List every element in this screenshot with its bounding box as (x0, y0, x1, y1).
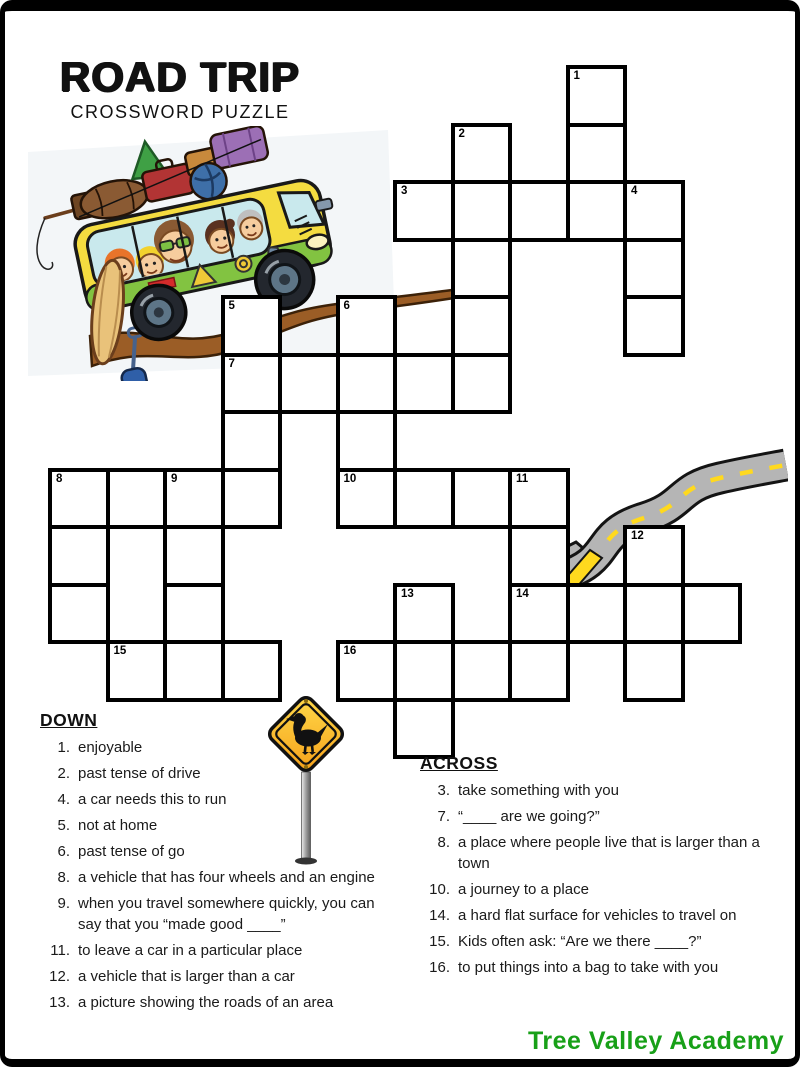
grid-cell[interactable] (221, 468, 283, 530)
grid-cell[interactable] (566, 583, 628, 645)
clue-number: 12. (49, 968, 70, 985)
clue-item (40, 940, 400, 961)
clue-number: 13. (49, 994, 70, 1011)
clue-number: 7. (437, 808, 450, 825)
clue-item (40, 867, 400, 888)
clue-text: a vehicle that has four wheels and an engine (78, 869, 375, 886)
grid-cell[interactable] (566, 123, 628, 185)
grid-cell[interactable] (393, 640, 455, 702)
clue-text: past tense of drive (78, 765, 201, 782)
grid-cell[interactable] (508, 468, 570, 530)
cell-number: 10 (343, 472, 357, 485)
cell-number: 3 (401, 185, 408, 197)
grid-cell[interactable] (163, 640, 225, 702)
grid-cell[interactable] (681, 583, 743, 645)
down-heading: DOWN (40, 710, 98, 730)
grid-cell[interactable] (566, 65, 628, 127)
clue-number: 5. (57, 817, 70, 834)
grid-cell[interactable] (451, 238, 513, 300)
grid-cell[interactable] (508, 180, 570, 242)
cell-number: 9 (171, 472, 178, 485)
grid-cell[interactable] (566, 180, 628, 242)
grid-cell[interactable] (451, 180, 513, 242)
clue-number: 11. (50, 942, 70, 959)
clue-item (40, 841, 400, 862)
clue-item (40, 789, 400, 810)
cell-number: 15 (113, 645, 127, 657)
grid-cell[interactable] (163, 468, 225, 530)
grid-cell[interactable] (336, 410, 398, 472)
grid-cell[interactable] (623, 180, 685, 242)
clue-item (420, 957, 792, 978)
clue-item (420, 780, 792, 801)
grid-cell[interactable] (451, 640, 513, 702)
clue-number: 10. (429, 881, 450, 898)
clue-text: to leave a car in a particular place (78, 942, 303, 959)
clue-item (40, 737, 400, 758)
grid-cell[interactable] (393, 468, 455, 530)
grid-cell[interactable] (106, 468, 168, 530)
grid-cell[interactable] (163, 583, 225, 645)
grid-cell[interactable] (508, 640, 570, 702)
grid-cell[interactable] (393, 583, 455, 645)
clue-number: 8. (57, 869, 70, 886)
cell-number: 5 (228, 300, 235, 312)
grid-cell[interactable] (336, 353, 398, 415)
clue-text: when you travel somewhere quickly, you can say that you “made good ____” (78, 895, 375, 933)
brand-footer: Tree Valley Academy (528, 1027, 784, 1055)
grid-cell[interactable] (106, 640, 168, 702)
bumper (315, 198, 333, 211)
across-heading: ACROSS (420, 753, 498, 773)
clue-number: 1. (57, 739, 70, 756)
grid-cell[interactable] (336, 468, 398, 530)
grid-cell[interactable] (623, 640, 685, 702)
clue-item (420, 806, 792, 827)
clue-text: a vehicle that is larger than a car (78, 968, 295, 985)
clue-text: a hard flat surface for vehicles to travel on (458, 907, 737, 924)
clue-item (40, 966, 400, 987)
cell-number: 16 (343, 645, 357, 657)
grid-cell[interactable] (163, 525, 225, 587)
grid-cell[interactable] (393, 353, 455, 415)
clue-text: past tense of go (78, 843, 185, 860)
clue-text: a journey to a place (458, 881, 589, 898)
clue-item (420, 879, 792, 900)
grid-cell[interactable] (48, 525, 110, 587)
down-clues-section (40, 710, 400, 1018)
clue-number: 6. (57, 843, 70, 860)
grid-cell[interactable] (508, 583, 570, 645)
cell-number: 8 (56, 472, 63, 485)
clue-item (420, 905, 792, 926)
cell-number: 14 (516, 587, 529, 600)
clue-item (40, 815, 400, 836)
grid-cell[interactable] (393, 698, 455, 760)
grid-cell[interactable] (451, 468, 513, 530)
clue-item (420, 832, 792, 874)
page-subtitle: CROSSWORD PUZZLE (70, 102, 290, 122)
clue-text: not at home (78, 817, 158, 834)
clue-text: Kids often ask: “Are we there ____?” (458, 933, 702, 950)
grid-cell[interactable] (336, 295, 398, 357)
grid-cell[interactable] (221, 295, 283, 357)
cell-number: 12 (631, 530, 644, 542)
cell-number: 4 (631, 185, 638, 197)
clue-text: to put things into a bag to take with you (458, 959, 719, 976)
clue-number: 14. (429, 907, 450, 924)
grid-cell[interactable] (451, 353, 513, 415)
grid-cell[interactable] (48, 468, 110, 530)
clue-item (40, 992, 400, 1013)
grid-cell[interactable] (623, 295, 685, 357)
title-block (40, 53, 320, 123)
grid-cell[interactable] (623, 238, 685, 300)
clue-text: enjoyable (78, 739, 143, 756)
cell-number: 6 (343, 300, 350, 312)
clue-item (40, 763, 400, 784)
grid-cell[interactable] (508, 525, 570, 587)
grid-cell[interactable] (278, 353, 340, 415)
clue-number: 4. (57, 791, 70, 808)
clue-number: 8. (437, 834, 450, 851)
sign-rivet-top (304, 699, 308, 703)
clue-text: a car needs this to run (78, 791, 227, 808)
clue-number: 16. (429, 959, 450, 976)
clue-item (40, 893, 400, 935)
cell-number: 1 (573, 70, 580, 82)
grid-cell[interactable] (451, 123, 513, 185)
clue-number: 3. (437, 782, 450, 799)
clue-text: a picture showing the roads of an area (78, 994, 334, 1011)
page-title: ROAD TRIP (60, 53, 300, 100)
clue-number: 9. (57, 895, 70, 912)
clue-text: a place where people live that is larger than a town (458, 834, 760, 872)
cell-number: 11 (516, 472, 529, 485)
across-clues-section (420, 753, 792, 983)
grid-cell[interactable] (451, 295, 513, 357)
clue-item (420, 931, 792, 952)
grid-cell[interactable] (48, 583, 110, 645)
grid-cell[interactable] (221, 353, 283, 415)
cell-number: 7 (228, 357, 235, 370)
grid-cell[interactable] (623, 583, 685, 645)
clue-text: “____ are we going?” (458, 808, 600, 825)
clue-text: take something with you (458, 782, 619, 799)
down-clues-list (40, 737, 400, 1013)
clue-number: 15. (429, 933, 450, 950)
across-clues-list (420, 780, 792, 978)
grid-cell[interactable] (623, 525, 685, 587)
cell-number: 13 (401, 587, 414, 600)
grid-cell[interactable] (221, 410, 283, 472)
clue-number: 2. (57, 765, 70, 782)
cell-number: 2 (458, 127, 465, 140)
grid-cell[interactable] (393, 180, 455, 242)
